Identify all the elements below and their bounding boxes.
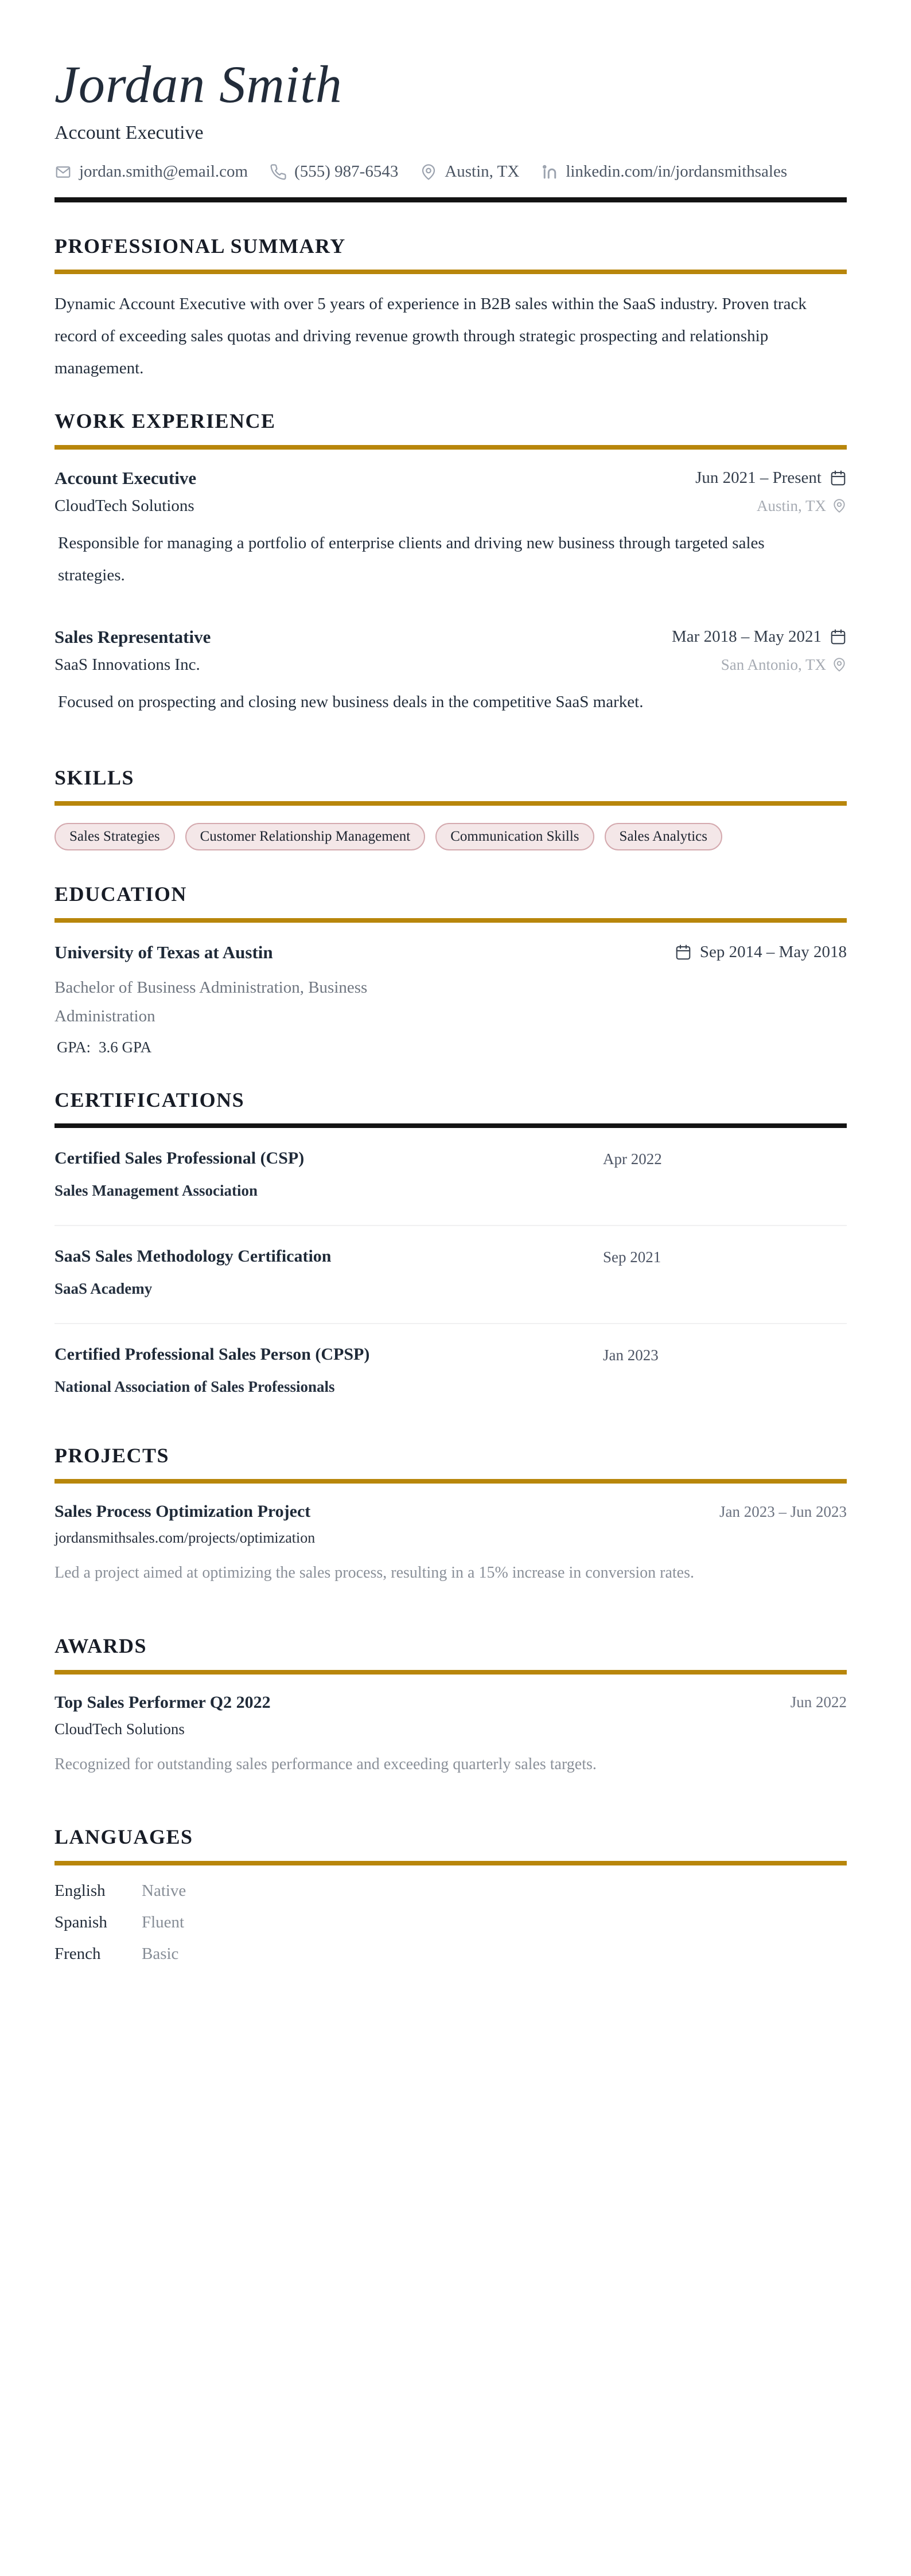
certification-date: Jan 2023 <box>603 1346 659 1364</box>
certification-name: Certified Sales Professional (CSP) <box>54 1148 305 1168</box>
school-name: University of Texas at Austin <box>54 942 273 962</box>
section-summary <box>54 235 847 384</box>
job-dates <box>695 469 847 487</box>
contact-row <box>54 162 847 181</box>
resume-header <box>54 55 847 202</box>
certification-name: SaaS Sales Methodology Certification <box>54 1246 332 1266</box>
language-row <box>54 1945 847 1964</box>
contact-phone-text: (555) 987-6543 <box>294 162 399 181</box>
education-dates <box>675 943 847 962</box>
certifications-heading: CERTIFICATIONS <box>54 1088 245 1111</box>
awards-rule <box>54 1670 847 1675</box>
calendar-icon <box>830 629 847 646</box>
skills-rule <box>54 801 847 806</box>
education-dates-text: Sep 2014 – May 2018 <box>699 943 847 962</box>
awards-heading: AWARDS <box>54 1634 147 1658</box>
section-experience <box>54 409 847 717</box>
map-pin-icon <box>832 657 847 672</box>
calendar-icon <box>675 944 692 961</box>
calendar-icon <box>830 470 847 487</box>
job-location-text: Austin, TX <box>756 497 826 514</box>
job-title: Account Executive <box>54 467 197 488</box>
job-company: SaaS Innovations Inc. <box>54 655 200 674</box>
contact-location-text: Austin, TX <box>445 162 520 181</box>
gpa-label: GPA: <box>57 1038 91 1056</box>
award-entry <box>54 1693 847 1778</box>
summary-heading: PROFESSIONAL SUMMARY <box>54 235 346 258</box>
map-pin-icon <box>420 163 437 181</box>
certification-issuer: Sales Management Association <box>54 1181 258 1199</box>
certification-divider <box>54 1225 847 1226</box>
certification-date: Apr 2022 <box>603 1150 662 1168</box>
job-dates-text: Mar 2018 – May 2021 <box>672 627 822 646</box>
certifications-rule <box>54 1123 847 1128</box>
certification-entry <box>54 1247 847 1298</box>
summary-rule <box>54 270 847 274</box>
projects-rule <box>54 1479 847 1484</box>
contact-email-text: jordan.smith@email.com <box>79 162 248 181</box>
language-row <box>54 1882 847 1900</box>
certification-issuer: National Association of Sales Professionals <box>54 1377 335 1395</box>
job-title: Sales Representative <box>54 626 211 647</box>
education-entry <box>54 942 847 1056</box>
job-entry <box>54 468 847 591</box>
section-certifications <box>54 1088 847 1396</box>
section-languages <box>54 1825 847 1963</box>
section-projects <box>54 1444 847 1586</box>
award-date: Jun 2022 <box>790 1693 847 1711</box>
person-name: Jordan Smith <box>54 55 342 114</box>
job-company: CloudTech Solutions <box>54 496 194 515</box>
skill-pill: Sales Analytics <box>605 823 722 850</box>
person-job-title: Account Executive <box>54 122 204 144</box>
language-row <box>54 1913 847 1932</box>
contact-location <box>420 162 519 181</box>
education-heading: EDUCATION <box>54 883 187 906</box>
summary-text: Dynamic Account Executive with over 5 years of experience in B2B sales within the SaaS industry. Proven track record of exceeding sales quotas and driving revenue growth through strategic prospecting and relationship management. <box>54 295 807 378</box>
project-url[interactable]: jordansmithsales.com/projects/optimization <box>54 1529 316 1547</box>
languages-heading: LANGUAGES <box>54 1825 193 1849</box>
project-description: Led a project aimed at optimizing the sales process, resulting in a 15% increase in conversion rates. <box>54 1564 694 1582</box>
project-name: Sales Process Optimization Project <box>54 1502 311 1521</box>
gpa-value: 3.6 GPA <box>99 1038 152 1056</box>
section-awards <box>54 1634 847 1777</box>
gpa-row <box>54 1039 847 1056</box>
certification-divider <box>54 1323 847 1324</box>
header-divider <box>54 197 847 202</box>
projects-heading: PROJECTS <box>54 1443 170 1467</box>
degree-text: Bachelor of Business Administration, Business Administration <box>54 978 368 1025</box>
certification-name: Certified Professional Sales Person (CPSP) <box>54 1344 370 1364</box>
skill-pill: Sales Strategies <box>54 823 175 850</box>
languages-list <box>54 1882 847 1964</box>
skill-pill: Customer Relationship Management <box>185 823 426 850</box>
skills-heading: SKILLS <box>54 766 135 789</box>
email-icon <box>54 163 72 181</box>
linkedin-icon <box>541 163 558 181</box>
certification-issuer: SaaS Academy <box>54 1279 153 1297</box>
project-dates: Jan 2023 – Jun 2023 <box>719 1502 847 1520</box>
contact-linkedin-text: linkedin.com/in/jordansmithsales <box>566 162 788 181</box>
job-entry <box>54 627 847 718</box>
section-skills <box>54 766 847 850</box>
skill-pill: Communication Skills <box>435 823 594 850</box>
job-location-text: San Antonio, TX <box>721 655 826 673</box>
job-dates-text: Jun 2021 – Present <box>695 469 822 487</box>
language-name: French <box>54 1944 101 1963</box>
award-issuer: CloudTech Solutions <box>54 1720 185 1738</box>
experience-rule <box>54 445 847 450</box>
section-education <box>54 883 847 1056</box>
education-rule <box>54 918 847 923</box>
language-level: Fluent <box>142 1913 185 1931</box>
job-description: Responsible for managing a portfolio of enterprise clients and driving new business through targeted sales strategies. <box>58 533 765 584</box>
project-entry <box>54 1502 847 1586</box>
language-level: Basic <box>142 1944 179 1963</box>
contact-email[interactable] <box>54 162 248 181</box>
contact-phone[interactable] <box>270 162 398 181</box>
award-description: Recognized for outstanding sales performance and exceeding quarterly sales targets. <box>54 1755 597 1773</box>
map-pin-icon <box>832 498 847 513</box>
award-name: Top Sales Performer Q2 2022 <box>54 1692 271 1712</box>
job-dates <box>672 627 847 646</box>
job-location <box>757 497 847 515</box>
languages-rule <box>54 1861 847 1865</box>
skills-list <box>54 823 847 850</box>
certification-entry <box>54 1149 847 1200</box>
language-level: Native <box>142 1881 186 1900</box>
job-location <box>721 656 847 674</box>
certification-entry <box>54 1345 847 1396</box>
certification-date: Sep 2021 <box>603 1248 661 1266</box>
contact-linkedin[interactable] <box>541 162 787 181</box>
experience-heading: WORK EXPERIENCE <box>54 409 276 433</box>
phone-icon <box>270 163 287 181</box>
job-description: Focused on prospecting and closing new business deals in the competitive SaaS market. <box>58 692 644 711</box>
language-name: Spanish <box>54 1913 107 1931</box>
language-name: English <box>54 1881 106 1900</box>
